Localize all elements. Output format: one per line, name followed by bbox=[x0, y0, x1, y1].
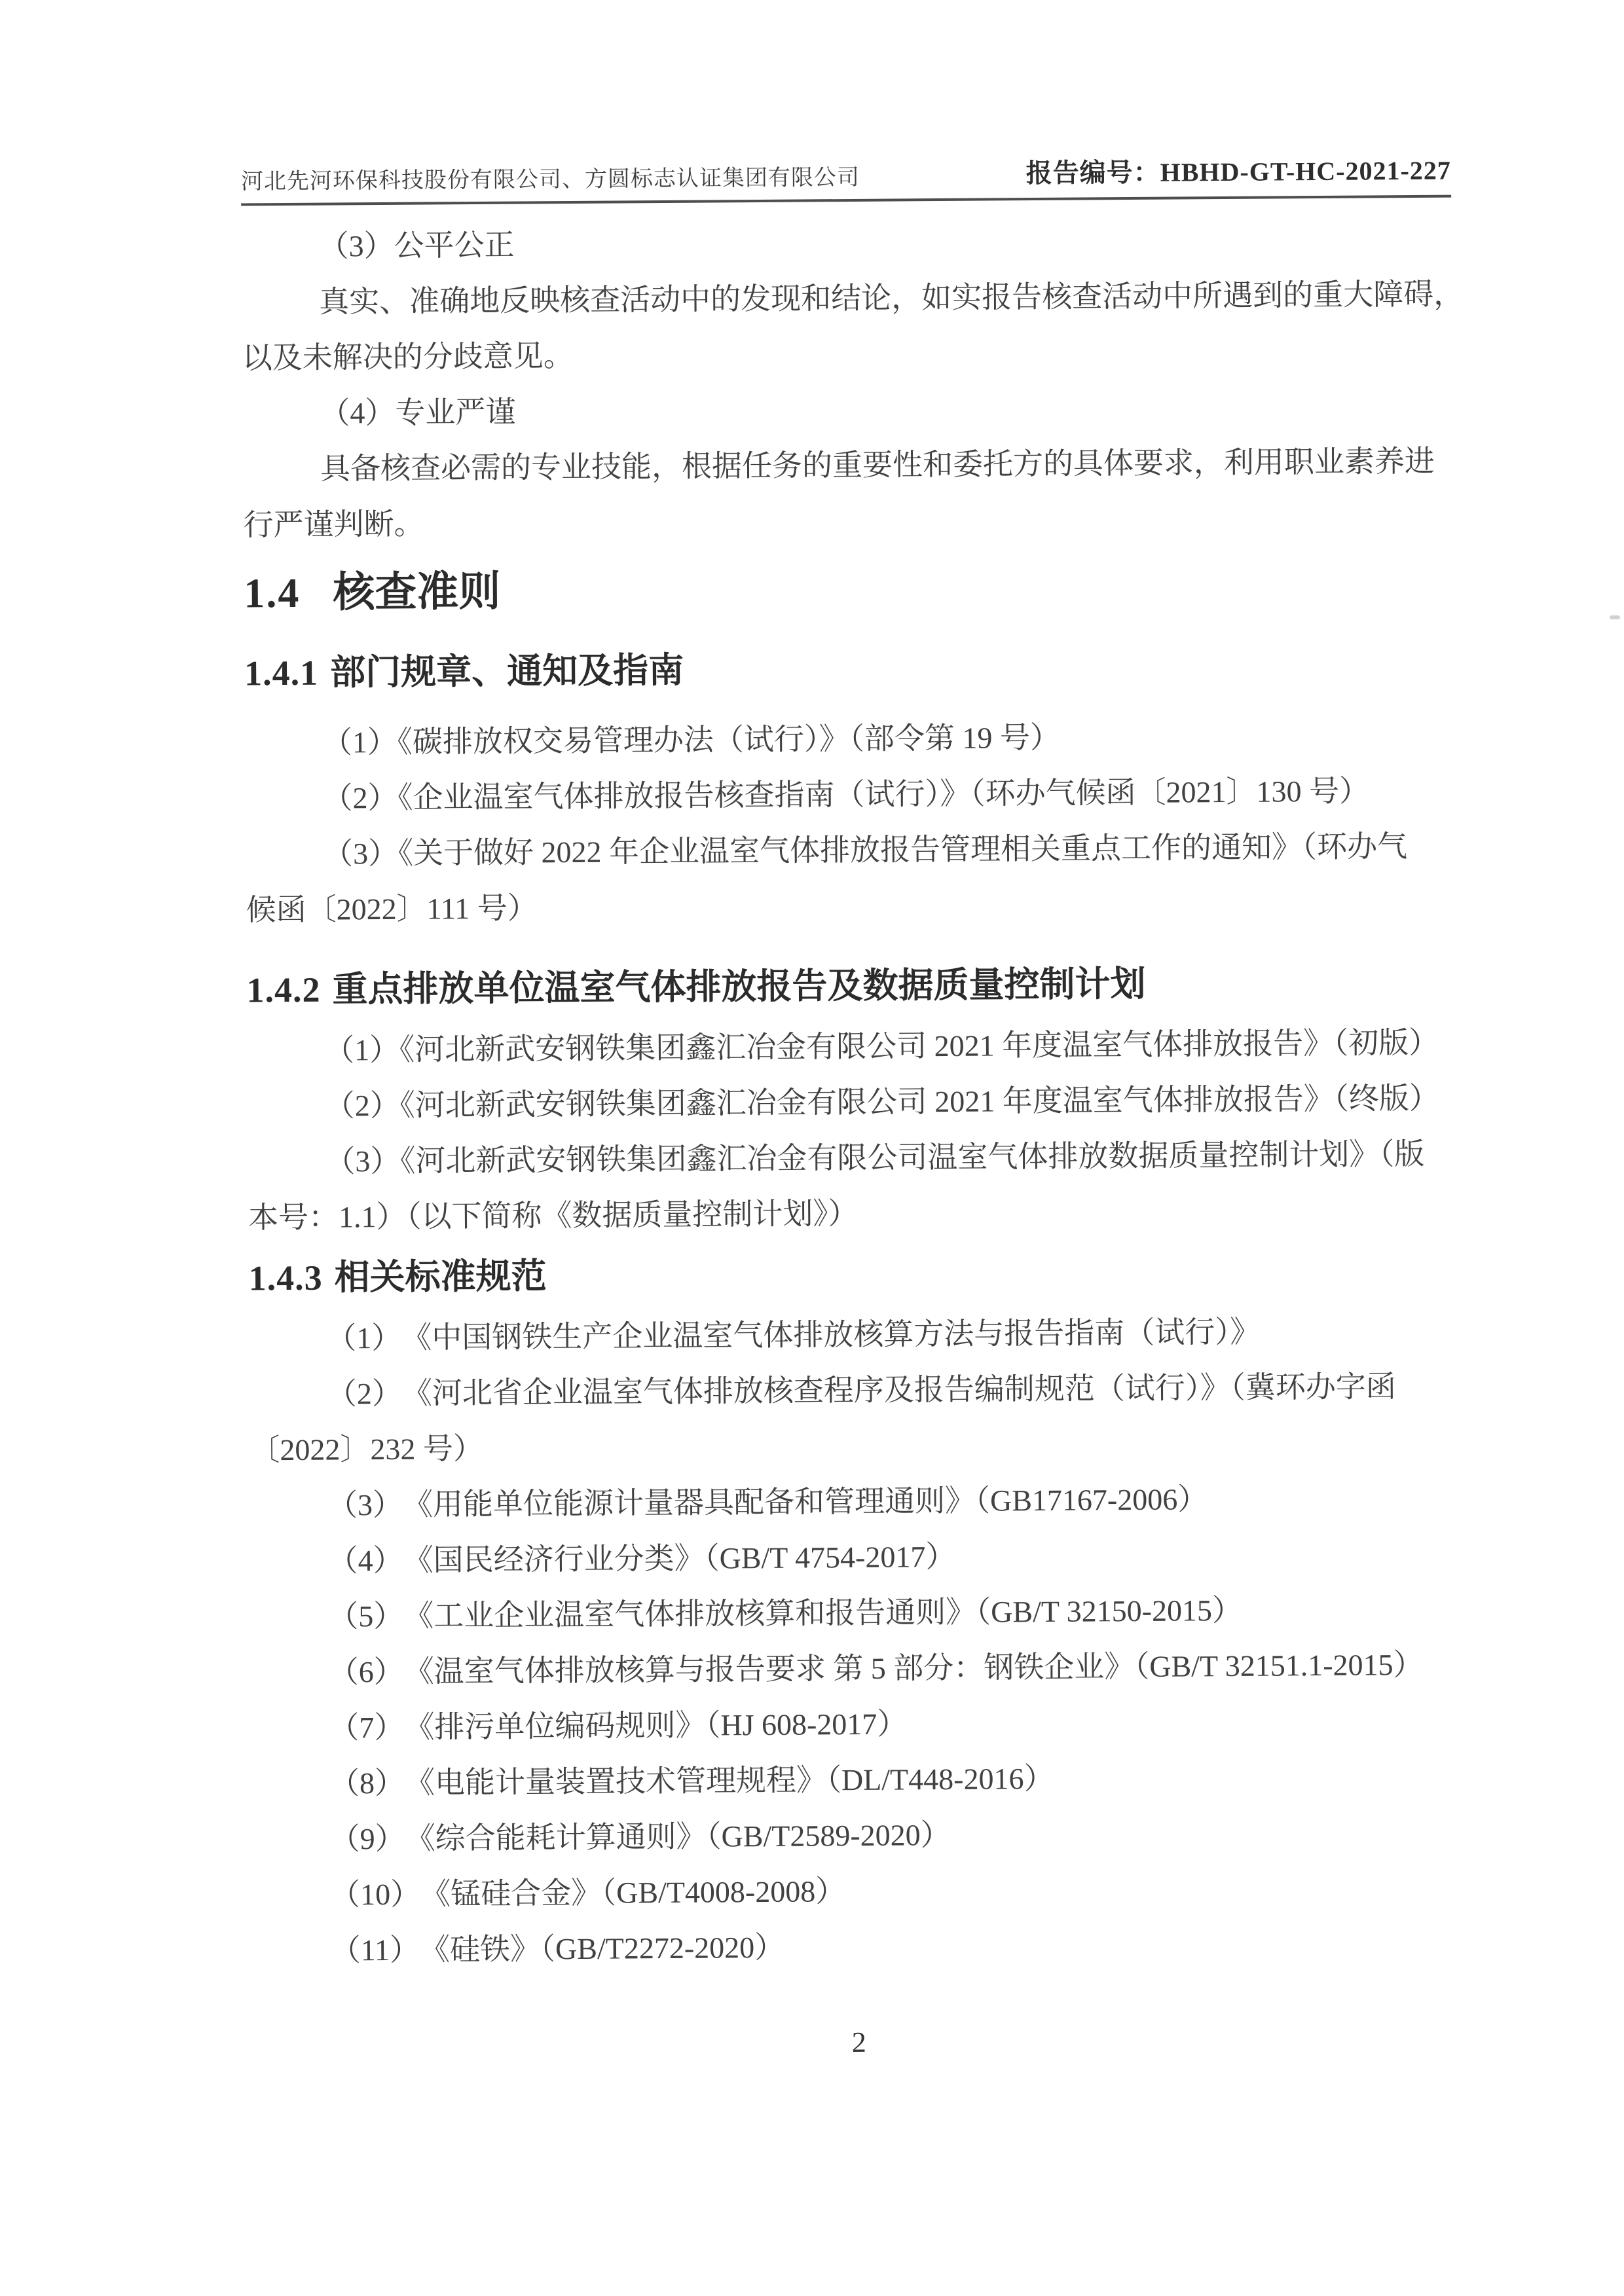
standard-list-item: （11） 《硅铁》（GB/T2272-2020） bbox=[330, 1930, 785, 1967]
continuation-line: 行严谨判断。 bbox=[243, 507, 424, 542]
section-number: 1.4.3 bbox=[248, 1258, 323, 1298]
section-heading-1-4-1 bbox=[244, 632, 1455, 706]
report-list bbox=[247, 1015, 1458, 1246]
section-heading-1-4-2 bbox=[246, 949, 1457, 1023]
report-number-label: 报告编号： bbox=[1025, 157, 1160, 189]
section-heading-1-4-3 bbox=[248, 1237, 1459, 1311]
continuation-line: 以及未解决的分歧意见。 bbox=[242, 338, 574, 375]
standard-list-item: （7） 《排污单位编码规则》（HJ 608-2017） bbox=[329, 1707, 908, 1745]
standard-list bbox=[249, 1303, 1464, 1979]
continuation-line: 〔2022〕232 号） bbox=[249, 1431, 484, 1467]
report-list-item: （3）《河北新武安钢铁集团鑫汇冶金有限公司温室气体排放数据质量控制计划》（版 bbox=[325, 1137, 1425, 1178]
scan-artifact bbox=[1610, 615, 1620, 619]
standard-list-item: （1） 《中国钢铁生产企业温室气体排放核算方法与报告指南（试行）》 bbox=[326, 1315, 1261, 1355]
paragraph-line: 真实、准确地反映核查活动中的发现和结论，如实报告核查活动中所遇到的重大障碍， bbox=[319, 277, 1464, 319]
page-header bbox=[241, 150, 1451, 206]
section-number: 1.4.1 bbox=[244, 653, 319, 693]
section-number: 1.4.2 bbox=[246, 970, 321, 1010]
report-number-value: HBHD-GT-HC-2021-227 bbox=[1160, 155, 1451, 187]
section-title: 相关标准规范 bbox=[334, 1256, 547, 1298]
section-title: 重点排放单位温室气体排放报告及数据质量控制计划 bbox=[332, 964, 1146, 1010]
report-list-item: （2）《河北新武安钢铁集团鑫汇冶金有限公司 2021 年度温室气体排放报告》（终版） bbox=[324, 1081, 1439, 1123]
introduction-paragraphs bbox=[241, 211, 1464, 553]
standard-list-item: （4） 《国民经济行业分类》（GB/T 4754-2017） bbox=[327, 1539, 956, 1578]
section-number: 1.4 bbox=[244, 569, 301, 617]
paragraph-line: （3）公平公正 bbox=[318, 228, 515, 263]
report-list-item: （1）《河北新武安钢铁集团鑫汇冶金有限公司 2021 年度温室气体排放报告》（初版） bbox=[324, 1025, 1439, 1067]
standard-list-item: （2） 《河北省企业温室气体排放核查程序及报告编制规范（试行）》（冀环办字函 bbox=[326, 1370, 1396, 1411]
section-heading-1-4 bbox=[244, 553, 1454, 627]
standard-list-item: （6） 《温室气体排放核算与报告要求 第 5 部分：钢铁企业》（GB/T 32151.1-2015） bbox=[328, 1647, 1424, 1689]
standard-list-item: （8） 《电能计量装置技术管理规程》（DL/T448-2016） bbox=[329, 1761, 1054, 1800]
standard-list-item: （3） 《用能单位能源计量器具配备和管理通则》（GB17167-2006） bbox=[327, 1482, 1208, 1522]
regulation-list-item: （1）《碳排放权交易管理办法（试行）》（部令第 19 号） bbox=[322, 720, 1061, 759]
report-number-group bbox=[1025, 150, 1451, 191]
regulation-list-item: （3）《关于做好 2022 年企业温室气体排放报告管理相关重点工作的通知》（环办气 bbox=[322, 829, 1408, 871]
continuation-line: 本号：1.1）（以下简称《数据质量控制计划》） bbox=[248, 1196, 858, 1235]
regulation-list bbox=[245, 707, 1456, 938]
standard-list-item: （9） 《综合能耗计算通则》（GB/T2589-2020） bbox=[329, 1817, 951, 1856]
page-number: 2 bbox=[851, 2026, 866, 2059]
continuation-line: 候函〔2022〕111 号） bbox=[246, 891, 538, 927]
section-title: 核查准则 bbox=[333, 568, 501, 616]
paragraph-line: 具备核查必需的专业技能，根据任务的重要性和委托方的具体要求，利用职业素养进 bbox=[320, 444, 1435, 486]
page-content bbox=[241, 150, 1464, 2064]
regulation-list-item: （2）《企业温室气体排放报告核查指南（试行）》（环办气候函〔2021〕130 号） bbox=[322, 774, 1370, 815]
section-title: 部门规章、通知及指南 bbox=[329, 650, 684, 693]
standard-list-item: （10） 《锰硅合金》（GB/T4008-2008） bbox=[330, 1874, 846, 1912]
paragraph-line: （4）专业严谨 bbox=[320, 395, 516, 430]
company-names-text: 河北先河环保科技股份有限公司、方圆标志认证集团有限公司 bbox=[240, 165, 860, 194]
standard-list-item: （5） 《工业企业温室气体排放核算和报告通则》（GB/T 32150-2015） bbox=[328, 1593, 1243, 1633]
